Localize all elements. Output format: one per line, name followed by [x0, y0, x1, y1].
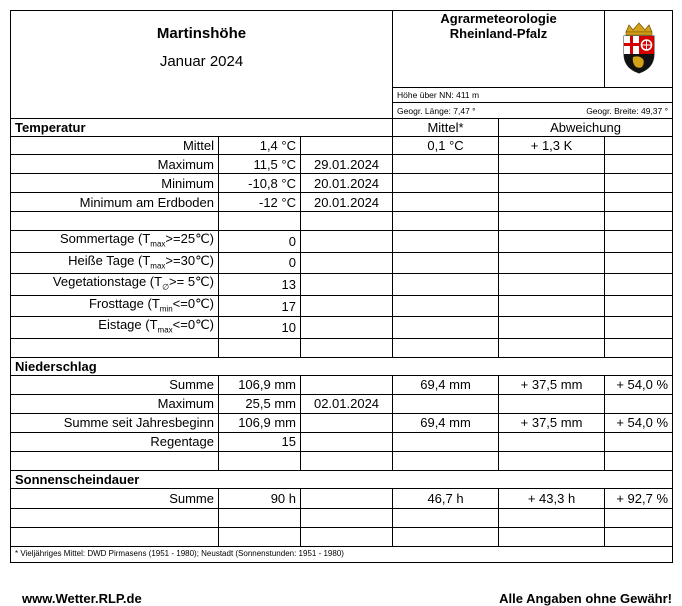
row-abweichung: [499, 432, 605, 451]
row-abweichung-pct: [605, 137, 673, 155]
frosttage-value: 17: [219, 295, 301, 317]
row-value: 90 h: [219, 488, 301, 508]
row-mittel: 46,7 h: [393, 488, 499, 508]
row-date: [301, 413, 393, 432]
row-label: Summe: [11, 488, 219, 508]
heisse-tage-value: 0: [219, 252, 301, 274]
row-abweichung: + 37,5 mm: [499, 413, 605, 432]
coat-of-arms-cell: [605, 11, 673, 88]
row-label: Minimum am Erdboden: [11, 193, 219, 212]
vegetationstage-label: Vegetationstage ($T_\emptyset>=$ 5℃): [11, 274, 219, 296]
sommertage-label: Sommertage $(T_{max}>=25℃)$: [11, 231, 219, 253]
row-abweichung-pct: + 92,7 %: [605, 488, 673, 508]
table-row: [11, 252, 673, 274]
eistage-value: 10: [219, 317, 301, 339]
row-mittel: [393, 394, 499, 413]
row-abweichung-pct: [605, 394, 673, 413]
table-row: [11, 274, 673, 296]
row-date: [301, 137, 393, 155]
table-row: [11, 413, 673, 432]
table-row: [11, 432, 673, 451]
row-abweichung-pct: [605, 155, 673, 174]
row-value: -10,8 °C: [219, 174, 301, 193]
table-row: [11, 174, 673, 193]
row-abweichung: + 1,3 K: [499, 137, 605, 155]
row-mittel: 0,1 °C: [393, 137, 499, 155]
row-mittel: [393, 193, 499, 212]
report-month: Januar 2024: [159, 53, 244, 70]
row-label: Minimum: [11, 174, 219, 193]
row-abweichung: [499, 155, 605, 174]
row-date: 20.01.2024: [301, 193, 393, 212]
row-value: 25,5 mm: [219, 394, 301, 413]
row-abweichung: [499, 193, 605, 212]
temperature-section-title: Temperatur: [11, 119, 393, 137]
sommertage-value: 0: [219, 231, 301, 253]
row-label: Summe: [11, 375, 219, 394]
footnote: * Vieljähriges Mittel: DWD Pirmasens (1951 - 1980); Neustadt (Sonnenstunden: 1951 - 1980): [11, 546, 673, 562]
vegetationstage-value: 13: [219, 274, 301, 296]
row-value: 106,9 mm: [219, 413, 301, 432]
row-abweichung-pct: + 54,0 %: [605, 375, 673, 394]
row-value: 1,4 °C: [219, 137, 301, 155]
table-row: [11, 193, 673, 212]
row-value: -12 °C: [219, 193, 301, 212]
row-abweichung-pct: [605, 174, 673, 193]
eistage-label: Eistage $(T_{max}<=0℃)$: [11, 317, 219, 339]
row-abweichung: + 37,5 mm: [499, 375, 605, 394]
row-date: 02.01.2024: [301, 394, 393, 413]
table-row: [11, 137, 673, 155]
row-value: 11,5 °C: [219, 155, 301, 174]
disclaimer: Alle Angaben ohne Gewähr!: [499, 591, 672, 606]
longitude: Geogr. Länge: 7,47 °: [393, 103, 499, 119]
frosttage-label: Frosttage $(T_{min}<=0℃)$: [11, 295, 219, 317]
row-date: [301, 432, 393, 451]
climate-table: [10, 10, 673, 563]
empty-row: [11, 451, 673, 470]
table-row: [11, 394, 673, 413]
row-abweichung: [499, 394, 605, 413]
sunshine-section-title: Sonnenscheindauer: [11, 470, 673, 488]
row-label: Maximum: [11, 394, 219, 413]
row-mittel: [393, 155, 499, 174]
rlp-coat-of-arms-icon: [618, 22, 660, 74]
empty-row: [11, 338, 673, 357]
row-abweichung-pct: [605, 193, 673, 212]
empty-row: [11, 212, 673, 231]
station-header: [11, 11, 393, 119]
table-row: [11, 488, 673, 508]
row-mittel: [393, 432, 499, 451]
elevation: Höhe über NN: 411 m: [393, 88, 673, 103]
row-abweichung: [499, 174, 605, 193]
row-mittel: 69,4 mm: [393, 375, 499, 394]
row-label: Regentage: [11, 432, 219, 451]
agency-line-1: Agrarmeteorologie: [440, 11, 557, 26]
row-date: 29.01.2024: [301, 155, 393, 174]
table-row: [11, 295, 673, 317]
latitude: Geogr. Breite: 49,37 °: [499, 103, 673, 119]
row-mittel: 69,4 mm: [393, 413, 499, 432]
row-value: 15: [219, 432, 301, 451]
row-abweichung-pct: + 54,0 %: [605, 413, 673, 432]
agency-title: [393, 11, 605, 88]
row-label: Summe seit Jahresbeginn: [11, 413, 219, 432]
row-abweichung-pct: [605, 432, 673, 451]
empty-row: [11, 508, 673, 527]
row-abweichung: + 43,3 h: [499, 488, 605, 508]
mittel-header: Mittel*: [393, 119, 499, 137]
abweichung-header: Abweichung: [499, 119, 673, 137]
row-label: Mittel: [11, 137, 219, 155]
row-date: [301, 375, 393, 394]
precipitation-section-title: Niederschlag: [11, 357, 673, 375]
table-row: [11, 155, 673, 174]
row-value: 106,9 mm: [219, 375, 301, 394]
table-row: [11, 317, 673, 339]
row-mittel: [393, 174, 499, 193]
heisse-tage-label: Heiße Tage $(T_{max}>=30℃)$: [11, 252, 219, 274]
table-row: [11, 231, 673, 253]
agency-line-2: Rheinland-Pfalz: [449, 26, 548, 41]
row-date: 20.01.2024: [301, 174, 393, 193]
row-date: [301, 488, 393, 508]
station-name: Martinshöhe: [156, 25, 247, 42]
row-label: Maximum: [11, 155, 219, 174]
empty-row: [11, 527, 673, 546]
website-link[interactable]: www.Wetter.RLP.de: [22, 591, 142, 606]
table-row: [11, 375, 673, 394]
